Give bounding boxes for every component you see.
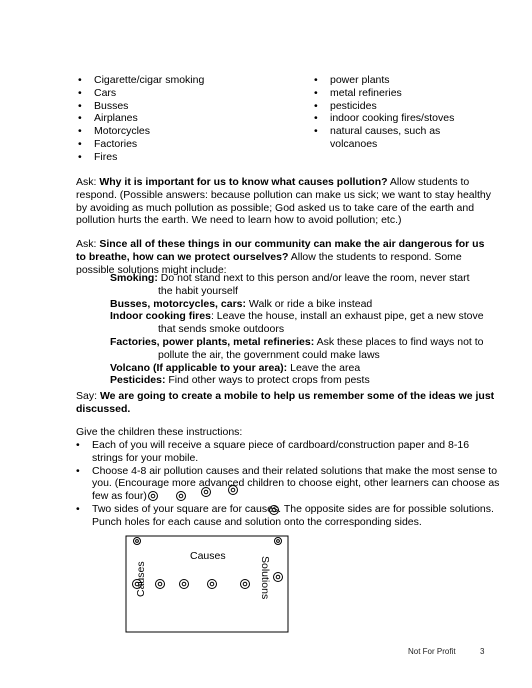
list-item: • Cigarette/cigar smoking bbox=[78, 74, 278, 87]
solution-label: Busses, motorcycles, cars: bbox=[110, 297, 246, 310]
solution-text: : Leave the house, install an exhaust pipe, get a new stove bbox=[210, 310, 484, 323]
diagram-right-label: Solutions bbox=[259, 556, 271, 600]
punch-hole bbox=[229, 486, 238, 495]
punch-hole bbox=[208, 580, 217, 589]
list-item: • natural causes, such as volcanoes bbox=[314, 125, 474, 151]
punch-hole bbox=[202, 488, 211, 497]
answer-text: Allow students to respond. (Possible answers: because pollution can make us sick; we want to stay healthy by avoiding as much pollution as possible; God asked us to take care of the earth and pollution hurts the earth. We need to learn how to avoid pollution; etc.) bbox=[76, 176, 491, 227]
punch-hole bbox=[275, 538, 282, 545]
solution-text: Walk or ride a bike instead bbox=[246, 297, 373, 310]
solution-text: Do not stand next to this person and/or leave the room, never start bbox=[157, 272, 470, 284]
ask-label: Ask: bbox=[76, 238, 100, 250]
punch-hole bbox=[180, 580, 189, 589]
punch-hole bbox=[177, 492, 186, 501]
question-text: Since all of these things in our community can make the air dangerous for us to breathe, how can we protect ourselves? bbox=[76, 238, 485, 263]
solution-label: Factories, power plants, metal refineries: bbox=[110, 335, 315, 348]
punch-hole bbox=[149, 492, 158, 501]
list-item: • metal refineries bbox=[314, 87, 474, 100]
list-item: • pesticides bbox=[314, 100, 474, 113]
punch-hole bbox=[241, 580, 250, 589]
list-item: • Fires bbox=[78, 151, 278, 164]
list-item: • power plants bbox=[314, 74, 474, 87]
diagram-top-label: Causes bbox=[190, 550, 226, 562]
list-item: • Motorcycles bbox=[78, 125, 278, 138]
instruction-item: • Two sides of your square are for causes. The opposite sides are for possible solutions. Punch holes for each cause and solution onto the corresponding sides. bbox=[76, 503, 500, 529]
solution-continuation: the habit yourself bbox=[158, 284, 238, 297]
say-text: We are going to create a mobile to help us remember some of the ideas we just discussed. bbox=[76, 390, 495, 415]
solution-label: Smoking: bbox=[110, 272, 158, 284]
diagram-square bbox=[126, 536, 288, 632]
punch-hole bbox=[270, 506, 279, 515]
list-item: • indoor cooking fires/stoves bbox=[314, 112, 474, 125]
instructions-intro: Give the children these instructions: bbox=[76, 426, 243, 438]
solution-label: Indoor cooking fires bbox=[110, 310, 211, 323]
list-item: • Cars bbox=[78, 87, 278, 100]
list-item: • Factories bbox=[78, 138, 278, 151]
footer-text: Not For Profit bbox=[408, 647, 456, 656]
list-item: • Busses bbox=[78, 100, 278, 113]
solution-label: Volcano (If applicable to your area): bbox=[110, 361, 288, 374]
page-number: 3 bbox=[480, 647, 485, 656]
solution-continuation: pollute the air, the government could make laws bbox=[158, 348, 380, 361]
diagram-left-label: Causes bbox=[135, 561, 147, 597]
solution-text: Ask these places to find ways not to bbox=[314, 335, 484, 348]
punch-hole bbox=[156, 580, 165, 589]
list-item: • Airplanes bbox=[78, 112, 278, 125]
solution-label: Pesticides: bbox=[110, 374, 166, 387]
instruction-item: • Choose 4-8 air pollution causes and their related solutions that make the most sense to you. (Encourage more advanced children to choose eight, other learners can choose as few as four) bbox=[76, 465, 500, 503]
punch-hole bbox=[134, 538, 141, 545]
solution-continuation: that sends smoke outdoors bbox=[158, 323, 285, 336]
ask-label: Ask: bbox=[76, 176, 100, 188]
instruction-item: • Each of you will receive a square piece of cardboard/construction paper and 8-16 strings for your mobile. bbox=[76, 439, 500, 465]
solution-text: Find other ways to protect crops from pests bbox=[165, 374, 370, 387]
say-label: Say: bbox=[76, 390, 100, 402]
solution-text: Leave the area bbox=[287, 361, 361, 374]
punch-hole bbox=[274, 573, 283, 582]
answer-text: Allow the students to respond. Some possible solutions might include: bbox=[76, 250, 462, 276]
question-text: Why it is important for us to know what causes pollution? bbox=[99, 176, 388, 188]
